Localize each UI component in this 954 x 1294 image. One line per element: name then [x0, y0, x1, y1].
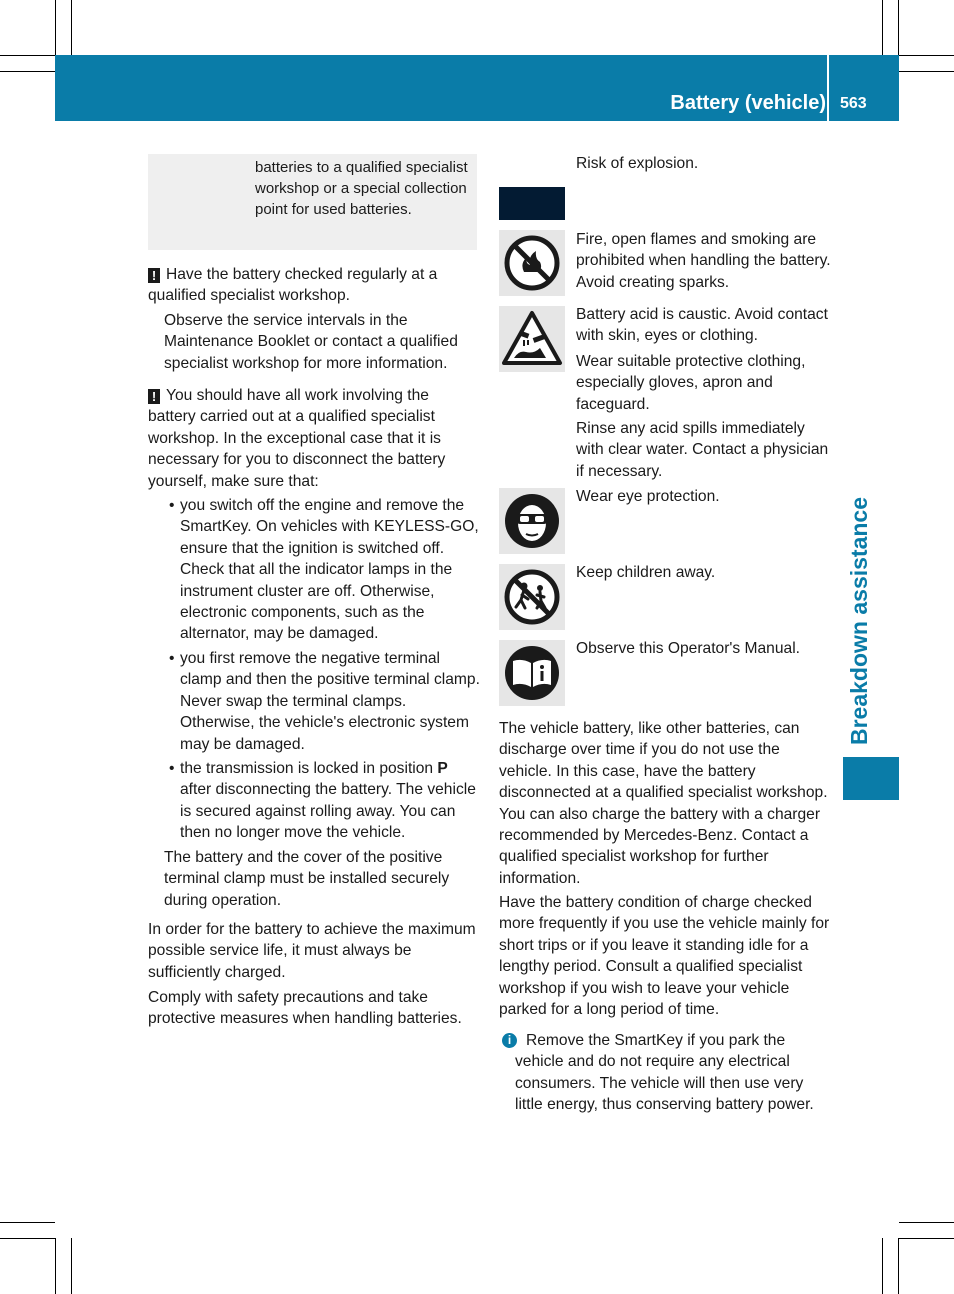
- bullet-3-text-post: after disconnecting the battery. The vehicle is secured against rolling away. You can then no longer move the vehicle.: [180, 781, 476, 842]
- crop-mark: [899, 1238, 954, 1239]
- bullet-item: • you switch off the engine and remove the SmartKey. On vehicles with KEYLESS-GO, ensure that the ignition is switched off. Check that all the indicator lamps in the instrument cluster are off. Otherwise, electronic components, such as the alternator, may be damaged.: [180, 495, 480, 645]
- bullet-item: • you first remove the negative terminal clamp and then the positive terminal clamp. Never swap the terminal clamps. Otherwise, the vehicle's electronic system may be damaged.: [180, 648, 480, 755]
- paragraph: In order for the battery to achieve the maximum possible service life, it must always be sufficiently charged.: [148, 921, 476, 981]
- crop-mark: [882, 0, 883, 55]
- info-note-text: Remove the SmartKey if you park the vehicle and do not require any electrical consumers. The vehicle will then use very little energy, thus conserving battery power.: [515, 1032, 814, 1114]
- notice-1-text: Have the battery checked regularly at a qualified specialist workshop.: [148, 266, 438, 305]
- crop-mark: [71, 1238, 72, 1294]
- symbol-text: Battery acid is caustic. Avoid contact with skin, eyes or clothing.: [576, 306, 828, 345]
- paragraph: The vehicle battery, like other batteries, can discharge over time if you do not use the vehicle. In this case, have the battery disconnected at a qualified specialist workshop. You can also charge the battery with a charger recommended by Mercedes-Benz. Contact a qualified specialist workshop for further information.: [499, 720, 828, 887]
- notice-1-follow: Observe the service intervals in the Maintenance Booklet or contact a qualified specialist workshop for more information.: [164, 312, 458, 372]
- page-number: 563: [840, 95, 867, 112]
- risk-of-explosion-text: Risk of explosion.: [576, 155, 699, 172]
- bullet-3-text-pre: the transmission is locked in position: [180, 760, 438, 777]
- crop-mark: [55, 1238, 56, 1294]
- eye-protection-icon: [499, 488, 565, 554]
- operator-manual-icon: [499, 640, 565, 706]
- symbol-text: Keep children away.: [576, 564, 716, 581]
- crop-mark: [55, 0, 56, 55]
- no-fire-icon: [499, 230, 565, 296]
- crop-mark: [71, 0, 72, 55]
- disposal-text: batteries to a qualified specialist workshop or a special collection point for used batteries.: [255, 159, 468, 219]
- section-title: Battery (vehicle): [670, 92, 826, 114]
- crop-mark: [0, 1238, 55, 1239]
- symbol-text: Wear suitable protective clothing, especially gloves, apron and faceguard.: [576, 353, 806, 413]
- notice-2-follow: The battery and the cover of the positive terminal clamp must be installed securely during operation.: [164, 849, 450, 909]
- symbol-text: Wear eye protection.: [576, 488, 720, 505]
- keep-children-away-icon: [499, 564, 565, 630]
- symbol-text: Observe this Operator's Manual.: [576, 640, 800, 657]
- bullet-item: [180, 758, 480, 844]
- paragraph: Comply with safety precautions and take protective measures when handling batteries.: [148, 989, 462, 1028]
- info-icon: i: [502, 1033, 517, 1048]
- exclamation-icon: !: [148, 389, 160, 404]
- notice-2-text: You should have all work involving the battery carried out at a qualified specialist workshop. In the exceptional case that it is necessary for you to disconnect the battery yourself, make sure that:: [148, 387, 446, 490]
- crop-mark: [0, 71, 55, 72]
- crop-mark: [0, 1222, 55, 1223]
- paragraph: Have the battery condition of charge checked more frequently if you use the vehicle mainly for short trips or if you leave it standing idle for a lengthy period. Consult a qualified specialist workshop if you wish to leave your vehicle parked for a long period of time.: [499, 894, 830, 1019]
- gear-position-p: P: [437, 760, 448, 777]
- crop-mark: [899, 55, 954, 56]
- header-divider: [827, 55, 829, 121]
- crop-mark: [898, 1238, 899, 1294]
- side-tab-label: Breakdown assistance: [846, 496, 872, 745]
- exclamation-icon: !: [148, 268, 160, 283]
- notice-1: [148, 264, 478, 307]
- symbol-text: Fire, open flames and smoking are prohibited when handling the battery. Avoid creating sparks.: [576, 231, 831, 291]
- caustic-warning-icon: [499, 306, 565, 372]
- crop-mark: [0, 55, 55, 56]
- crop-mark: [898, 0, 899, 55]
- notice-2: [148, 385, 478, 492]
- warning-symbol-bar: [499, 187, 565, 220]
- crop-mark: [899, 71, 954, 72]
- symbol-text: Rinse any acid spills immediately with clear water. Contact a physician if necessary.: [576, 420, 829, 480]
- crop-mark: [899, 1222, 954, 1223]
- side-tab-marker: [843, 757, 899, 800]
- crop-mark: [882, 1238, 883, 1294]
- disposal-box: [148, 154, 477, 250]
